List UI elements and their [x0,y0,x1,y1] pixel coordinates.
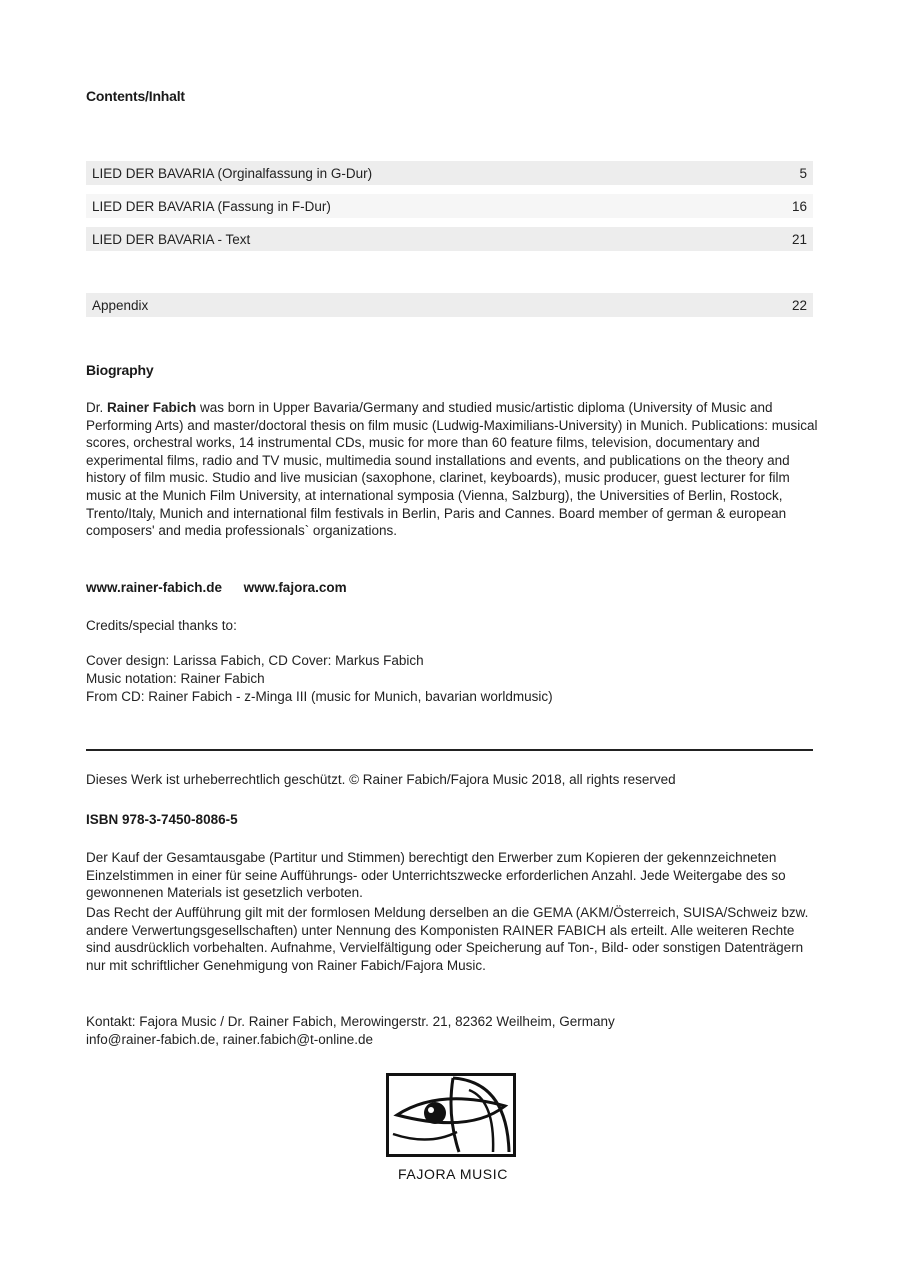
contact-address: Kontakt: Fajora Music / Dr. Rainer Fabich, Merowingerstr. 21, 82362 Weilheim, Germany [86,1014,615,1029]
toc-page: 16 [791,198,807,214]
divider [86,749,813,751]
biography-heading: Biography [86,362,154,378]
logo-text: FAJORA MUSIC [398,1166,508,1182]
website-link-fajora[interactable]: www.fajora.com [243,580,347,595]
biography-body: was born in Upper Bavaria/Germany and studied music/artistic diploma (University of Music and Performing Arts) and master/doctoral thesis on film music (Ludwig-Maximilians-University) in Munich. Publications: musical scores, orchestral works, 14 instrumental CDs, music for more than 60 feature films, television, documentary and experimental films, radio and TV music, multimedia sound installations and events, and publications on the theory and history of film music. Studio and live musician (saxophone, clarinet, keyboards), music producer, guest lecturer for film music at the Munich Film University, at international symposia (Vienna, Salzburg), the Universities of Berlin, Rostock, Trento/Italy, Munich and international film festivals in Berlin, Paris and Cannes. Board member of german & european composers' and media professionals` organizations. [86,400,818,539]
contents-heading: Contents/Inhalt [86,88,185,104]
credits-line: Cover design: Larissa Fabich, CD Cover: Markus Fabich [86,653,424,668]
contact-email[interactable]: info@rainer-fabich.de, rainer.fabich@t-online.de [86,1032,374,1047]
legal-paragraph-2: Das Recht der Aufführung gilt mit der formlosen Meldung derselben an die GEMA (AKM/Österreich, SUISA/Schweiz bzw. andere Verwertungsgesellschaften) unter Nennung des Komponisten RAINER FABICH als erteilt. Alle weiteren Rechte sind ausdrücklich vorbehalten. Aufnahme, Vervielfältigung oder Speicherung auf Ton-, Bild- oder sonstigen Datenträgern nur mit schriftlicher Genehmigung von Rainer Fabich/Fajora Music. [86,905,809,973]
logo-graphic [389,1076,513,1154]
toc-title: LIED DER BAVARIA (Orginalfassung in G-Dur) [92,165,373,181]
credits-heading: Credits/special thanks to: [86,618,237,633]
toc-title: LIED DER BAVARIA (Fassung in F-Dur) [92,198,331,214]
credits-line: From CD: Rainer Fabich - z-Minga III (music for Munich, bavarian worldmusic) [86,689,553,704]
toc-row[interactable] [86,194,813,218]
legal-paragraph-1: Der Kauf der Gesamtausgabe (Partitur und Stimmen) berechtigt den Erwerber zum Kopieren der gekennzeichneten Einzelstimmen in einer für seine Aufführungs- oder Unterrichtszwecke erforderlichen Anzahl. Jede Weitergabe des so gewonnenen Materials ist gesetzlich verboten. [86,850,786,901]
isbn: ISBN 978-3-7450-8086-5 [86,812,238,827]
website-link-rainer-fabich[interactable]: www.rainer-fabich.de [86,580,223,595]
biography-name: Rainer Fabich [107,400,197,415]
toc-row-appendix[interactable] [86,293,813,317]
biography-text [86,399,818,540]
biography-prefix: Dr. [86,400,108,415]
toc-page: 21 [791,231,807,247]
websites [86,580,347,595]
toc-page: 22 [791,297,807,313]
toc-row[interactable] [86,161,813,185]
toc-page: 5 [799,165,807,181]
toc-title: LIED DER BAVARIA - Text [92,231,251,247]
credits-line: Music notation: Rainer Fabich [86,671,265,686]
eye-logo-icon [386,1073,516,1157]
toc-title: Appendix [92,297,149,313]
toc-row[interactable] [86,227,813,251]
copyright-text: Dieses Werk ist urheberrechtlich geschützt. © Rainer Fabich/Fajora Music 2018, all rights reserved [86,772,676,787]
